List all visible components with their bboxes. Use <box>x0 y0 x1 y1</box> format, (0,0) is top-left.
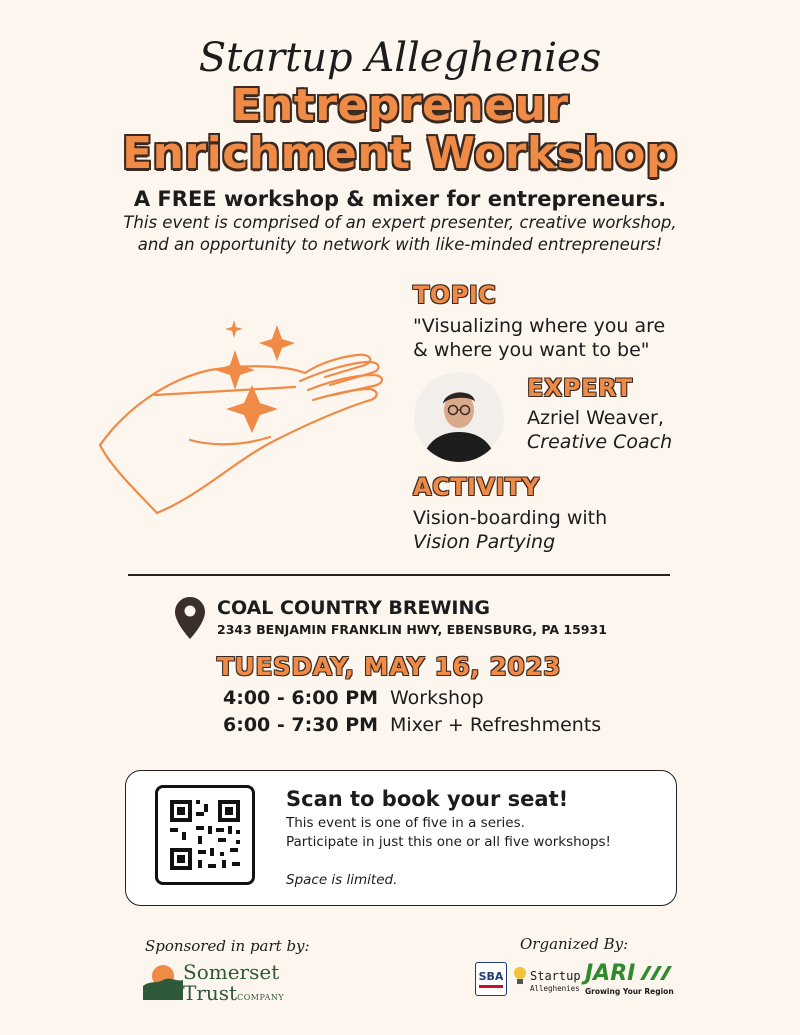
title-line-2: Enrichment Workshop <box>122 128 678 179</box>
sba-stripe <box>479 985 503 988</box>
title-line-1: Entrepreneur <box>231 80 569 131</box>
expert-role: Creative Coach <box>527 431 673 453</box>
booking-line-2: Participate in just this one or all five workshops! <box>286 834 611 850</box>
booking-note: Space is limited. <box>286 872 398 888</box>
sponsor-trust: Trust <box>183 981 238 1005</box>
sponsor-name-2 <box>183 982 284 1009</box>
topic-label: TOPIC <box>413 281 497 309</box>
subtitle: A FREE workshop & mixer for entrepreneurs. <box>133 187 667 211</box>
qr-code[interactable] <box>155 785 255 885</box>
divider <box>128 574 670 576</box>
description-line-2: and an opportunity to network with like-minded entrepreneurs! <box>137 235 663 254</box>
schedule-desc: Mixer + Refreshments <box>390 714 602 736</box>
qr-code-icon <box>158 788 252 882</box>
person-photo-icon <box>414 372 504 462</box>
booking-heading: Scan to book your seat! <box>286 787 569 811</box>
topic-line-2: & where you want to be" <box>413 339 650 361</box>
hand-with-stars-icon <box>95 315 405 520</box>
expert-avatar <box>414 372 504 462</box>
somerset-sun-logo-icon <box>143 962 183 1000</box>
schedule-desc: Workshop <box>390 687 484 709</box>
event-date: TUESDAY, MAY 16, 2023 <box>217 652 562 681</box>
startup-logo-line-2: Alleghenies <box>530 984 580 993</box>
description-line-1: This event is comprised of an expert presenter, creative workshop, <box>123 213 677 232</box>
brand-script: Startup Alleghenies <box>198 35 602 81</box>
jari-tagline: Growing Your Region <box>585 987 674 996</box>
schedule-time: 6:00 - 7:30 PM <box>223 714 379 736</box>
activity-line-1: Vision-boarding with <box>413 507 608 529</box>
topic-line-1: "Visualizing where you are <box>413 315 666 337</box>
schedule-time: 4:00 - 6:00 PM <box>223 687 379 709</box>
jari-arrows-icon <box>640 966 674 980</box>
startup-logo-line-1: Startup <box>530 969 581 983</box>
lightbulb-icon <box>512 964 528 988</box>
sponsor-name-1: Somerset <box>183 960 280 984</box>
schedule-row-2 <box>223 713 601 737</box>
venue-address: 2343 BENJAMIN FRANKLIN HWY, EBENSBURG, PA 15931 <box>217 622 607 637</box>
expert-name: Azriel Weaver, <box>527 407 664 429</box>
schedule-row-1 <box>223 686 484 710</box>
venue-name: COAL COUNTRY BREWING <box>217 597 490 619</box>
booking-line-1: This event is one of five in a series. <box>286 815 525 831</box>
activity-label: ACTIVITY <box>413 473 540 501</box>
map-pin-icon <box>175 597 205 639</box>
sponsor-label: Sponsored in part by: <box>145 937 310 955</box>
jari-logo: JARI <box>585 961 636 986</box>
sba-logo-text: SBA <box>478 970 504 983</box>
expert-label: EXPERT <box>527 374 633 402</box>
sba-logo <box>475 962 507 996</box>
organizer-label: Organized By: <box>520 935 629 953</box>
sponsor-company: COMPANY <box>237 993 285 1002</box>
activity-line-2: Vision Partying <box>413 531 556 553</box>
